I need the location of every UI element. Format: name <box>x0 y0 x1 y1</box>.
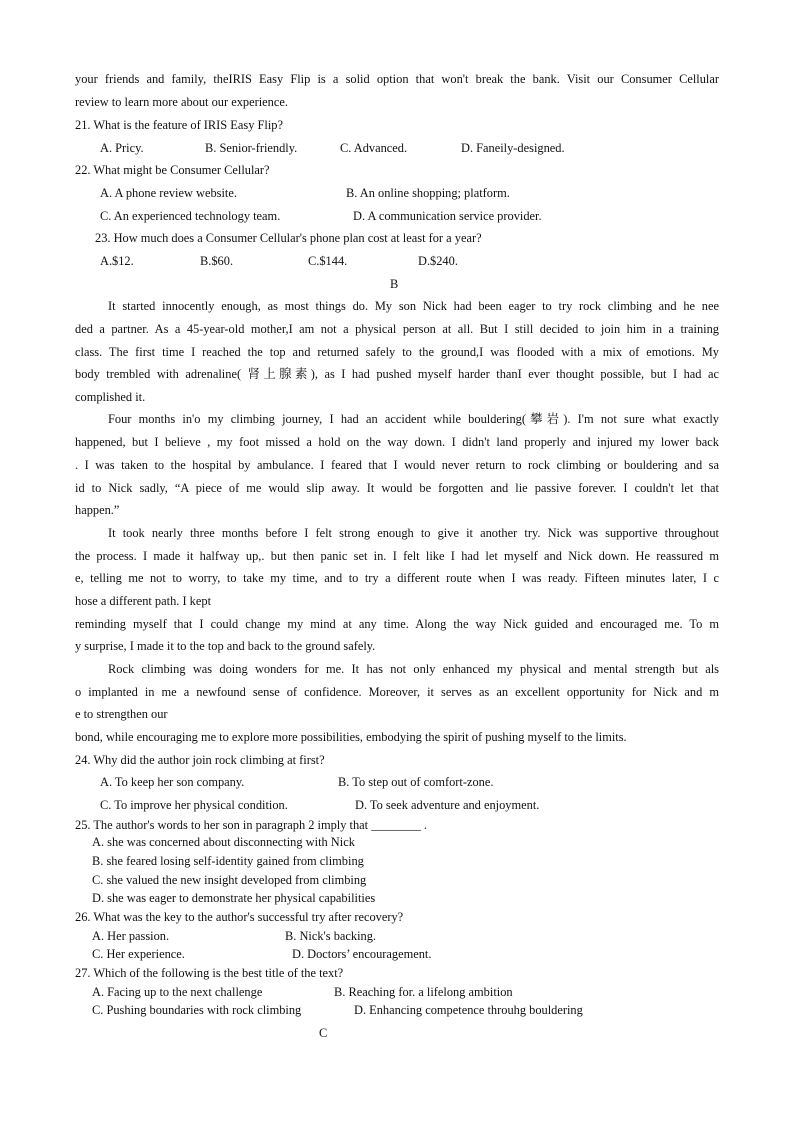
para2-line-3: . I was taken to the hospital by ambulance. I feared that I would never return to rock climbing or bouldering and sa <box>75 458 719 472</box>
para3-line-1: It took nearly three months before I felt strong enough to give it another try. Nick was supportive throughout <box>108 526 719 540</box>
q24-option-d: D. To seek adventure and enjoyment. <box>355 798 540 812</box>
q27-option-b: B. Reaching for. a lifelong ambition <box>334 985 513 999</box>
para2-line-2: happened, but I believe , my foot missed a hold on the way down. I didn't land properly and injured my lower back <box>75 435 719 449</box>
q27-stem: 27. Which of the following is the best title of the text? <box>75 966 344 980</box>
q23-option-b: B.$60. <box>200 254 234 268</box>
intro-line-1: your friends and family, theIRIS Easy Flip is a solid option that won't break the bank. Visit our Consumer Cellular <box>75 72 719 86</box>
q22-stem: 22. What might be Consumer Cellular? <box>75 163 270 177</box>
q26-option-c: C. Her experience. <box>92 947 185 961</box>
para1-line-4: body trembled with adrenaline( 肾上腺素), as I had pushed myself harder thanI ever thought possible, but I had ac <box>75 367 719 381</box>
para4-line-1: Rock climbing was doing wonders for me. It has not only enhanced my physical and mental strength but als <box>108 662 719 676</box>
section-c-heading: C <box>319 1026 328 1040</box>
q21-stem: 21. What is the feature of IRIS Easy Flip? <box>75 118 283 132</box>
para1-line-5: complished it. <box>75 390 146 404</box>
q27-option-c: C. Pushing boundaries with rock climbing <box>92 1003 302 1017</box>
q21-option-d: D. Faneily-designed. <box>461 141 565 155</box>
para3-line-3: e, telling me not to worry, to take my time, and to try a different route when I was ready. Fifteen minutes later, I c <box>75 571 719 585</box>
q25-option-a: A. she was concerned about disconnecting with Nick <box>92 835 355 849</box>
q26-stem: 26. What was the key to the author's successful try after recovery? <box>75 910 404 924</box>
para4-line-4: bond, while encouraging me to explore more possibilities, embodying the spirit of pushing myself to the limits. <box>75 730 627 744</box>
q26-option-d: D. Doctors’ encouragement. <box>292 947 432 961</box>
q22-option-d: D. A communication service provider. <box>353 209 542 223</box>
q24-option-c: C. To improve her physical condition. <box>100 798 288 812</box>
q25-option-c: C. she valued the new insight developed from climbing <box>92 873 367 887</box>
para3-line-2: the process. I made it halfway up,. but then panic set in. I felt like I had let myself and Nick down. He reassured m <box>75 549 719 563</box>
q21-option-b: B. Senior-friendly. <box>205 141 298 155</box>
q23-option-a: A.$12. <box>100 254 134 268</box>
q26-option-a: A. Her passion. <box>92 929 170 943</box>
q24-option-b: B. To step out of comfort-zone. <box>338 775 494 789</box>
q21-option-a: A. Pricy. <box>100 141 144 155</box>
intro-line-2: review to learn more about our experience. <box>75 95 288 109</box>
para4-line-2: o implanted in me a newfound sense of confidence. Moreover, it serves as an excellent opportunity for Nick and m <box>75 685 719 699</box>
para3-line-5: reminding myself that I could change my mind at any time. Along the way Nick guided and encouraged me. To m <box>75 617 719 631</box>
q23-stem: 23. How much does a Consumer Cellular's phone plan cost at least for a year? <box>95 231 482 245</box>
q27-option-a: A. Facing up to the next challenge <box>92 985 263 999</box>
q27-option-d: D. Enhancing competence throuhg bouldering <box>354 1003 583 1017</box>
para2-line-4: id to Nick sadly, “A piece of me would slip away. It would be forgotten and lie passive forever. I couldn't let that <box>75 481 719 495</box>
q22-option-c: C. An experienced technology team. <box>100 209 281 223</box>
para3-line-6: y surprise, I made it to the top and back to the ground safely. <box>75 639 376 653</box>
para1-line-2: ded a partner. As a 45-year-old mother,I am not a physical person at all. But I still decided to join him in a training <box>75 322 719 336</box>
q23-option-c: C.$144. <box>308 254 348 268</box>
q25-option-d: D. she was eager to demonstrate her physical capabilities <box>92 891 376 905</box>
para1-line-3: class. The first time I reached the top and returned safely to the ground,I was flooded with a mix of emotions. My <box>75 345 719 359</box>
para3-line-4: hose a different path. I kept <box>75 594 212 608</box>
q22-option-a: A. A phone review website. <box>100 186 237 200</box>
q24-stem: 24. Why did the author join rock climbing at first? <box>75 753 325 767</box>
q21-option-c: C. Advanced. <box>340 141 408 155</box>
para2-line-1: Four months in'o my climbing journey, I had an accident while bouldering(攀岩). I'm not sure what exactly <box>108 412 719 426</box>
para4-line-3: e to strengthen our <box>75 707 168 721</box>
para2-line-5: happen.” <box>75 503 120 517</box>
para1-line-1: It started innocently enough, as most things do. My son Nick had been eager to try rock climbing and he nee <box>108 299 719 313</box>
section-b-heading: B <box>390 277 399 291</box>
q25-stem: 25. The author's words to her son in paragraph 2 imply that ________ . <box>75 818 427 832</box>
q23-option-d: D.$240. <box>418 254 458 268</box>
q26-option-b: B. Nick's backing. <box>285 929 377 943</box>
q24-option-a: A. To keep her son company. <box>100 775 245 789</box>
q25-option-b: B. she feared losing self-identity gained from climbing <box>92 854 364 868</box>
q22-option-b: B. An online shopping; platform. <box>346 186 510 200</box>
